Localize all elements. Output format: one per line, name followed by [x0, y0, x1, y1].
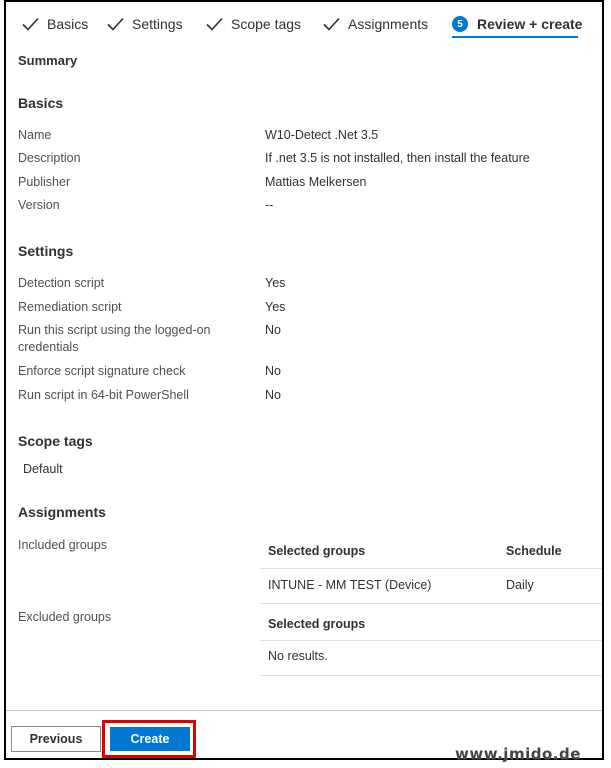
watermark-text: www.jmido.de: [455, 745, 581, 763]
logged-on-credentials-value: No: [265, 323, 281, 337]
check-icon: [105, 14, 125, 34]
name-label: Name: [18, 128, 52, 142]
included-group-name: INTUNE - MM TEST (Device): [268, 578, 432, 592]
version-label: Version: [18, 198, 60, 212]
active-tab-indicator: [452, 36, 578, 38]
tab-settings[interactable]: [105, 12, 183, 36]
remediation-script-value: Yes: [265, 300, 286, 314]
tab-label: Scope tags: [231, 16, 302, 32]
table-header-schedule: Schedule: [506, 544, 562, 558]
logged-on-credentials-label: Run this script using the logged-on credentials: [18, 323, 211, 354]
table-divider: [260, 568, 604, 569]
tab-label: Review + create: [477, 16, 583, 32]
step-number-badge: 5: [452, 16, 468, 32]
table-header-selected-groups: Selected groups: [268, 617, 366, 631]
table-divider: [260, 603, 604, 604]
tab-label: Settings: [132, 16, 183, 32]
scope-tags-heading: Scope tags: [18, 433, 93, 449]
scope-tag-value: Default: [23, 462, 63, 476]
footer-divider: [6, 710, 602, 711]
excluded-groups-label: Excluded groups: [18, 610, 112, 624]
detection-script-value: Yes: [265, 276, 286, 290]
tab-label: Assignments: [348, 16, 429, 32]
tab-scope-tags[interactable]: [204, 12, 301, 36]
64bit-powershell-value: No: [265, 388, 281, 402]
summary-heading: Summary: [18, 53, 78, 68]
publisher-value: Mattias Melkersen: [265, 175, 367, 189]
table-divider: [260, 675, 604, 676]
description-value: If .net 3.5 is not installed, then install the feature: [265, 151, 530, 165]
description-label: Description: [18, 151, 81, 165]
no-results-text: No results.: [268, 649, 328, 663]
tab-assignments[interactable]: [321, 12, 428, 36]
previous-button[interactable]: Previous: [11, 726, 101, 752]
publisher-label: Publisher: [18, 175, 71, 189]
tab-review-create[interactable]: [452, 12, 582, 36]
table-divider: [260, 640, 604, 641]
64bit-powershell-label: Run script in 64-bit PowerShell: [18, 388, 189, 402]
name-value: W10-Detect .Net 3.5: [265, 128, 379, 142]
included-group-schedule: Daily: [506, 578, 534, 592]
review-create-panel: [4, 0, 604, 760]
create-button[interactable]: Create: [110, 727, 190, 751]
check-icon: [204, 14, 224, 34]
settings-heading: Settings: [18, 243, 74, 259]
tab-label: Basics: [47, 16, 89, 32]
signature-check-value: No: [265, 364, 281, 378]
included-groups-label: Included groups: [18, 538, 107, 552]
basics-heading: Basics: [18, 95, 64, 111]
version-value: --: [265, 198, 274, 212]
assignments-heading: Assignments: [18, 504, 106, 520]
check-icon: [20, 14, 40, 34]
tab-basics[interactable]: [20, 12, 88, 36]
signature-check-label: Enforce script signature check: [18, 364, 186, 378]
check-icon: [321, 14, 341, 34]
table-header-selected-groups: Selected groups: [268, 544, 366, 558]
detection-script-label: Detection script: [18, 276, 105, 290]
remediation-script-label: Remediation script: [18, 300, 122, 314]
wizard-tabs: [6, 2, 602, 42]
